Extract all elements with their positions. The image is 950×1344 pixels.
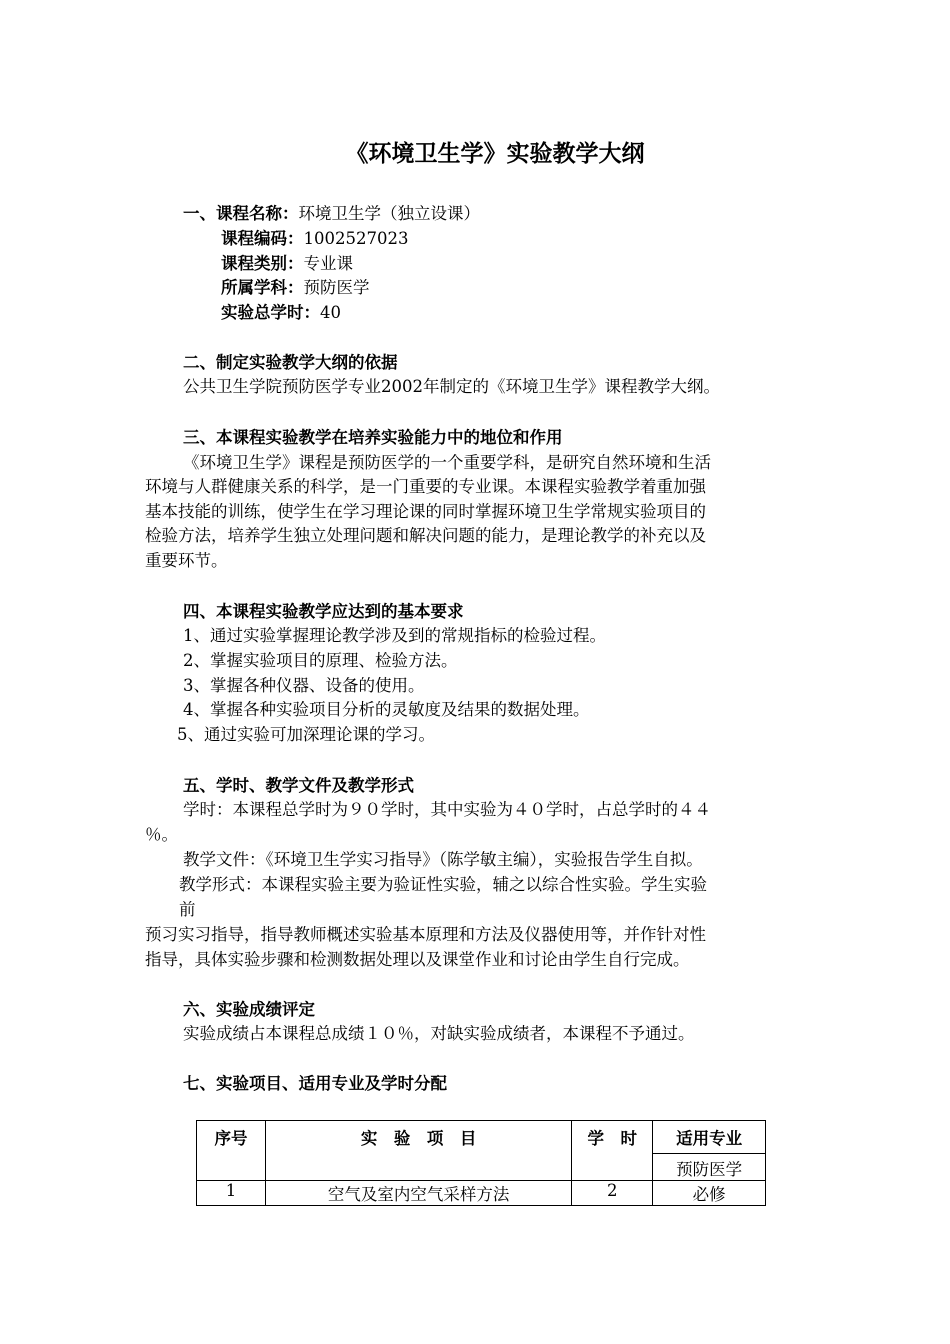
row-major: 必修 (653, 1181, 766, 1206)
requirement-item: 1、通过实验掌握理论教学涉及到的常规指标的检验过程。 (183, 626, 606, 645)
discipline-row (221, 276, 370, 300)
header-major: 适用专业 (653, 1121, 766, 1154)
course-code-value: 1002527023 (303, 229, 409, 248)
section5-line: 教学文件：《环境卫生学实习指导》（陈学敏主编），实验报告学生自拟。 (183, 850, 703, 869)
table-row (197, 1181, 766, 1206)
course-code-row (221, 227, 408, 251)
section3-line: 《环境卫生学》课程是预防医学的一个重要学科，是研究自然环境和生活 (183, 453, 711, 472)
course-type-row (221, 252, 353, 276)
header-no: 序号 (197, 1121, 266, 1181)
requirement-item: 2、掌握实验项目的原理、检验方法。 (183, 651, 458, 670)
section5-line: 学时：本课程总学时为９０学时，其中实验为４０学时，占总学时的４４ (183, 800, 711, 819)
discipline-label: 所属学科： (221, 278, 304, 297)
section6-heading: 六、实验成绩评定 (183, 1000, 315, 1019)
row-no: 1 (197, 1181, 266, 1206)
requirement-item: 3、掌握各种仪器、设备的使用。 (183, 676, 425, 695)
section5-line: 预习实习指导，指导教师概述实验基本原理和方法及仪器使用等，并作针对性 (145, 925, 706, 944)
section7-heading: 七、实验项目、适用专业及学时分配 (183, 1074, 447, 1093)
section2-text: 公共卫生学院预防医学专业2002年制定的《环境卫生学》课程教学大纲。 (183, 377, 720, 396)
section3-line: 环境与人群健康关系的科学，是一门重要的专业课。本课程实验教学着重加强 (145, 477, 706, 496)
section5-line: 指导，具体实验步骤和检测数据处理以及课堂作业和讨论由学生自行完成。 (145, 950, 690, 969)
section5-line: ％。 (145, 825, 178, 844)
discipline-value: 预防医学 (303, 278, 370, 297)
course-name-label: 课程名称： (216, 204, 299, 223)
section1-heading: 一、课程名称：环境卫生学（独立设课） (183, 204, 480, 223)
subheader-major: 预防医学 (653, 1154, 766, 1181)
course-name-value: 环境卫生学（独立设课） (298, 204, 480, 223)
requirement-item: 4、掌握各种实验项目分析的灵敏度及结果的数据处理。 (183, 700, 590, 719)
course-type-label: 课程类别： (221, 254, 304, 273)
section3-line: 重要环节。 (145, 551, 228, 570)
document-title: 《环境卫生学》实验教学大纲 (345, 141, 645, 167)
header-hours: 学 时 (572, 1121, 653, 1181)
row-project: 空气及室内空气采样方法 (265, 1181, 571, 1206)
requirement-item: 5、通过实验可加深理论课的学习。 (177, 725, 435, 744)
total-hours-value: 40 (320, 303, 341, 322)
section4-heading: 四、本课程实验教学应达到的基本要求 (183, 602, 464, 621)
table-header-row (197, 1121, 766, 1154)
section3-line: 检验方法，培养学生独立处理问题和解决问题的能力，是理论教学的补充以及 (145, 526, 706, 545)
section3-heading: 三、本课程实验教学在培养实验能力中的地位和作用 (183, 428, 563, 447)
course-code-label: 课程编码： (221, 229, 304, 248)
course-type-value: 专业课 (303, 254, 353, 273)
row-hours: 2 (572, 1181, 653, 1206)
section5-line: 教学形式：本课程实验主要为验证性实验，辅之以综合性实验。学生实验 (179, 875, 707, 894)
total-hours-row (221, 301, 341, 325)
section2-heading: 二、制定实验教学大纲的依据 (183, 353, 398, 372)
experiment-table (196, 1120, 766, 1206)
section5-heading: 五、学时、教学文件及教学形式 (183, 776, 414, 795)
section6-text: 实验成绩占本课程总成绩１０％，对缺实验成绩者，本课程不予通过。 (183, 1024, 695, 1043)
section5-line: 前 (179, 900, 196, 919)
section3-line: 基本技能的训练，使学生在学习理论课的同时掌握环境卫生学常规实验项目的 (145, 502, 706, 521)
header-project: 实 验 项 目 (265, 1121, 571, 1181)
total-hours-label: 实验总学时： (221, 303, 320, 322)
